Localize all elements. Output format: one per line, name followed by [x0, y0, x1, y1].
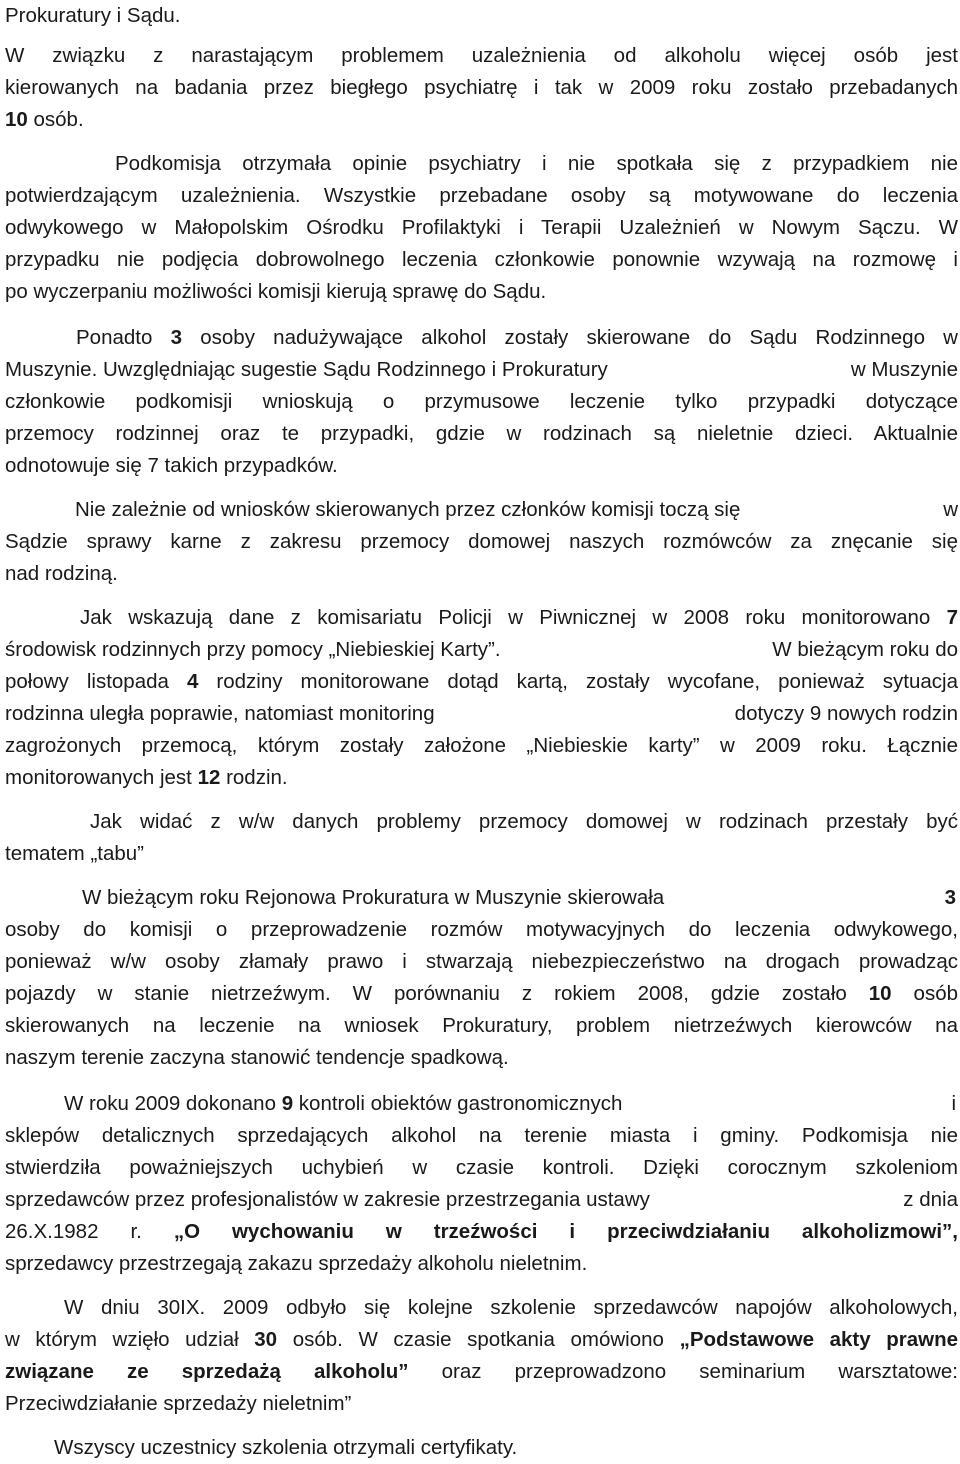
paragraph-line: 26.X.1982 r. „O wychowaniu w trzeźwości i przeciwdziałaniu alkoholizmowi”,	[5, 1220, 958, 1243]
paragraph-line: odwykowego w Małopolskim Ośrodku Profilaktyki i Terapii Uzależnień w Nowym Sączu. W	[5, 216, 958, 239]
paragraph-line: odnotowuje się 7 takich przypadków.	[5, 454, 338, 477]
paragraph-line: sklepów detalicznych sprzedających alkohol na terenie miasta i gminy. Podkomisja nie	[5, 1124, 958, 1147]
paragraph-line: Jak widać z w/w danych problemy przemocy domowej w rodzinach przestały być	[90, 810, 958, 833]
paragraph-line: Jak wskazują dane z komisariatu Policji w Piwnicznej w 2008 roku monitorowano 7	[80, 606, 958, 629]
paragraph-line: w którym wzięło udział 30 osób. W czasie spotkania omówiono „Podstawowe akty prawne	[5, 1328, 958, 1351]
paragraph-line: połowy listopada 4 rodziny monitorowane dotąd kartą, zostały wycofane, ponieważ sytuacja	[5, 670, 958, 693]
paragraph-line: W roku 2009 dokonano 9 kontroli obiektów gastronomicznych i	[64, 1092, 956, 1115]
paragraph-line: tematem „tabu”	[5, 842, 144, 865]
paragraph-line: W dniu 30IX. 2009 odbyło się kolejne szkolenie sprzedawców napojów alkoholowych,	[64, 1296, 958, 1319]
paragraph-line: Muszynie. Uwzględniając sugestie Sądu Rodzinnego i Prokuratury w Muszynie	[5, 358, 958, 381]
paragraph-line: monitorowanych jest 12 rodzin.	[5, 766, 288, 789]
paragraph-line: środowisk rodzinnych przy pomocy „Niebieskiej Karty”. W bieżącym roku do	[5, 638, 958, 661]
paragraph-line: sprzedawców przez profesjonalistów w zakresie przestrzegania ustawy z dnia	[5, 1188, 958, 1211]
paragraph-line: Przeciwdziałanie sprzedaży nieletnim”	[5, 1392, 352, 1415]
paragraph-line: skierowanych na leczenie na wniosek Prokuratury, problem nietrzeźwych kierowców na	[5, 1014, 958, 1037]
paragraph-line: członkowie podkomisji wnioskują o przymusowe leczenie tylko przypadki dotyczące	[5, 390, 958, 413]
paragraph-line: W związku z narastającym problemem uzależnienia od alkoholu więcej osób jest	[5, 44, 958, 67]
paragraph-line: rodzinna uległa poprawie, natomiast monitoring dotyczy 9 nowych rodzin	[5, 702, 958, 725]
paragraph-line: Wszyscy uczestnicy szkolenia otrzymali certyfikaty.	[54, 1436, 518, 1459]
paragraph-line: nad rodziną.	[5, 562, 118, 585]
paragraph-line: stwierdziła poważniejszych uchybień w czasie kontroli. Dzięki corocznym szkoleniom	[5, 1156, 958, 1179]
paragraph-line: przemocy rodzinnej oraz te przypadki, gdzie w rodzinach są nieletnie dzieci. Aktualnie	[5, 422, 958, 445]
paragraph-line: Nie zależnie od wniosków skierowanych przez członków komisji toczą się w	[75, 498, 958, 521]
paragraph-line: kierowanych na badania przez biegłego psychiatrę i tak w 2009 roku zostało przebadanych	[5, 76, 958, 99]
paragraph-line: Sądzie sprawy karne z zakresu przemocy domowej naszych rozmówców za znęcanie się	[5, 530, 958, 553]
paragraph-line: Ponadto 3 osoby nadużywające alkohol zostały skierowane do Sądu Rodzinnego w	[76, 326, 958, 349]
paragraph-line: Prokuratury i Sądu.	[5, 4, 181, 27]
paragraph-line: przypadku nie podjęcia dobrowolnego leczenia członkowie ponownie wzywają na rozmowę i	[5, 248, 958, 271]
paragraph-line: pojazdy w stanie nietrzeźwym. W porównaniu z rokiem 2008, gdzie zostało 10 osób	[5, 982, 958, 1005]
paragraph-line: sprzedawcy przestrzegają zakazu sprzedaży alkoholu nieletnim.	[5, 1252, 588, 1275]
paragraph-line: ponieważ w/w osoby złamały prawo i stwarzają niebezpieczeństwo na drogach prowadząc	[5, 950, 958, 973]
paragraph-line: Podkomisja otrzymała opinie psychiatry i nie spotkała się z przypadkiem nie	[115, 152, 958, 175]
paragraph-line: związane ze sprzedażą alkoholu” oraz przeprowadzono seminarium warsztatowe:	[5, 1360, 958, 1383]
paragraph-line: 10 osób.	[5, 108, 84, 131]
paragraph-line: W bieżącym roku Rejonowa Prokuratura w Muszynie skierowała 3	[82, 886, 956, 909]
paragraph-line: potwierdzającym uzależnienia. Wszystkie przebadane osoby są motywowane do leczenia	[5, 184, 958, 207]
paragraph-line: zagrożonych przemocą, którym zostały założone „Niebieskie karty” w 2009 roku. Łącznie	[5, 734, 958, 757]
paragraph-line: po wyczerpaniu możliwości komisji kierują sprawę do Sądu.	[5, 280, 547, 303]
paragraph-line: osoby do komisji o przeprowadzenie rozmów motywacyjnych do leczenia odwykowego,	[5, 918, 958, 941]
paragraph-line: naszym terenie zaczyna stanowić tendencje spadkową.	[5, 1046, 509, 1069]
